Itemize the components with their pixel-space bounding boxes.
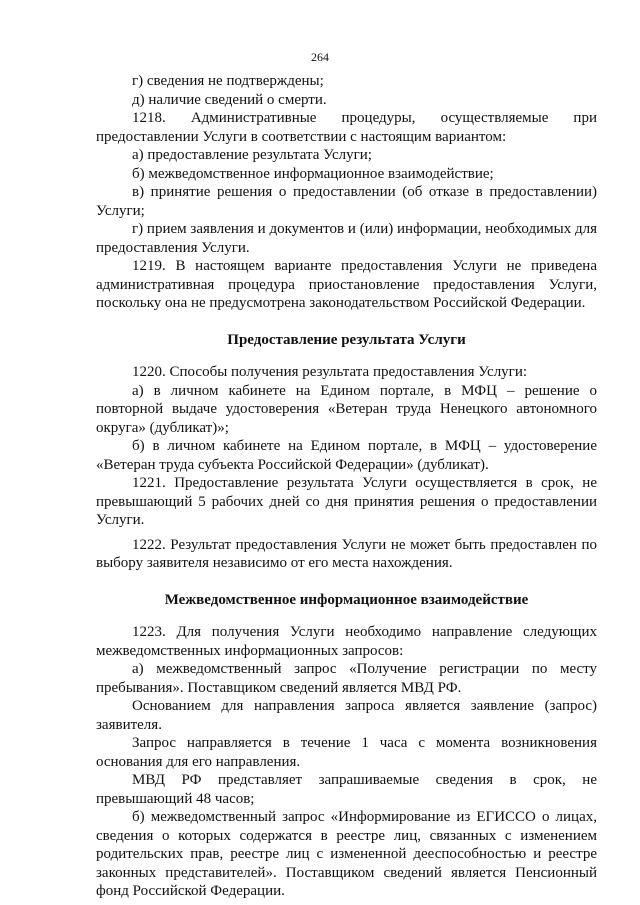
paragraph: 1221. Предоставление результата Услуги осуществляется в срок, не превышающий 5 рабочих дней со дня принятия решения о предоставлении Услуги. — [96, 475, 597, 528]
document-body — [96, 72, 597, 901]
paragraph: б) межведомственное информационное взаимодействие; — [132, 165, 494, 182]
paragraph: б) межведомственный запрос «Информирование из ЕГИССО о лицах, сведения о которых содержатся в реестре лиц, связанных с изменением родительских прав, реестре лиц с измененной дееспособностью и реестре законных представителей». Поставщиком сведений является Пенсионный фонд Российской Федерации. — [96, 809, 597, 899]
paragraph: 1220. Способы получения результата предоставления Услуги: — [132, 364, 528, 380]
section-heading: Межведомственное информационное взаимодействие — [164, 591, 529, 608]
section-heading: Предоставление результата Услуги — [227, 331, 466, 348]
paragraph: 1218. Административные процедуры, осуществляемые при предоставлении Услуги в соответствии с настоящим вариантом: — [96, 110, 597, 145]
paragraph: Запрос направляется в течение 1 часа с момента возникновения основания для его направления. — [96, 735, 597, 770]
paragraph: а) межведомственный запрос «Получение регистрации по месту пребывания». Поставщиком сведений является МВД РФ. — [96, 661, 597, 696]
paragraph: Основанием для направления запроса является заявление (запрос) заявителя. — [96, 698, 597, 733]
paragraph: а) предоставление результата Услуги; — [132, 147, 372, 163]
paragraph: 1219. В настоящем варианте предоставления Услуги не приведена административная процедура приостановление предоставления Услуги, поскольку она не предусмотрена законодательством Российской Федерации. — [96, 258, 597, 311]
page-number: 264 — [311, 50, 329, 64]
paragraph: г) прием заявления и документов и (или) информации, необходимых для предоставления Услуги. — [96, 221, 597, 256]
paragraph: в) принятие решения о предоставлении (об отказе в предоставлении) Услуги; — [96, 184, 597, 219]
paragraph: а) в личном кабинете на Едином портале, в МФЦ – решение о повторной выдаче удостоверения «Ветеран труда Ненецкого автономного округа» (дубликат)»; — [96, 382, 597, 436]
paragraph: 1223. Для получения Услуги необходимо направление следующих межведомственных информационных запросов: — [96, 624, 597, 659]
paragraph: д) наличие сведений о смерти. — [132, 91, 327, 108]
paragraph: г) сведения не подтверждены; — [132, 73, 324, 89]
paragraph: б) в личном кабинете на Едином портале, в МФЦ – удостоверение «Ветеран труда субъекта Российской Федерации» (дубликат). — [96, 438, 597, 473]
paragraph: МВД РФ представляет запрашиваемые сведения в срок, не превышающий 48 часов; — [96, 772, 597, 807]
paragraph: 1222. Результат предоставления Услуги не может быть предоставлен по выбору заявителя независимо от его места нахождения. — [96, 536, 597, 571]
